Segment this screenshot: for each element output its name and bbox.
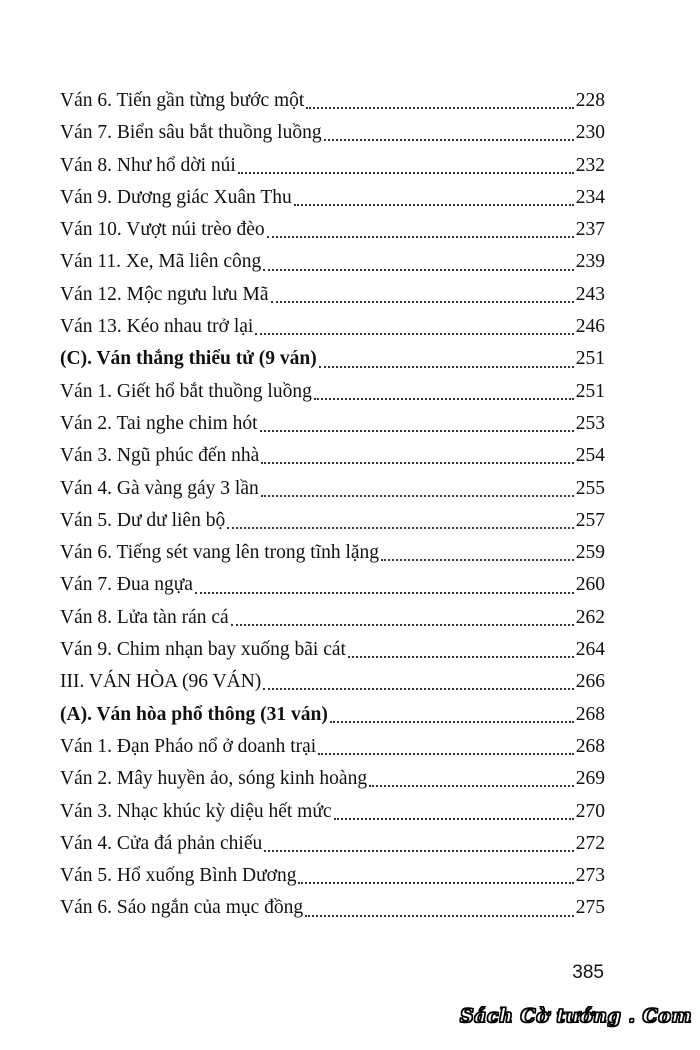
toc-entry-page: 253 [575,412,605,434]
toc-entry-title: Ván 9. Dương giác Xuân Thu [60,186,292,208]
toc-entry [60,731,605,763]
toc-entry [60,311,605,343]
toc-entry-title: Ván 12. Mộc ngưu lưu Mã [60,283,269,305]
toc-entry [60,860,605,892]
toc-entry-title: Ván 8. Như hổ dời núi [60,154,236,176]
toc-entry-page: 239 [575,251,605,273]
dot-leader [348,656,574,658]
toc-entry-title: (A). Ván hòa phổ thông (31 ván) [60,703,328,725]
dot-leader [231,624,574,626]
dot-leader [227,527,574,529]
toc-entry-title: Ván 6. Tiếng sét vang lên trong tĩnh lặng [60,542,380,564]
toc-entry-page: 272 [575,832,605,854]
toc-entry-title: Ván 1. Giết hổ bắt thuồng luồng [60,380,312,402]
toc-entry [60,828,605,860]
dot-leader [255,333,573,335]
dot-leader [261,495,574,497]
toc-entry-title: Ván 7. Đua ngựa [60,574,193,596]
toc-entry-page: 273 [575,865,605,887]
toc-entry-title: Ván 1. Đạn Pháo nổ ở doanh trại [60,735,317,757]
toc-entry-title: Ván 6. Sáo ngắn của mục đồng [60,897,304,919]
toc-entry-title: Ván 2. Tai nghe chim hót [60,412,258,434]
toc-entry-page: 251 [575,348,605,370]
toc-entry-title: Ván 3. Nhạc khúc kỳ diệu hết mức [60,800,332,822]
toc-entry-page: 234 [575,186,605,208]
dot-leader [294,204,574,206]
toc-entry [60,343,605,375]
dot-leader [264,850,573,852]
toc-entry [60,892,605,924]
toc-entry-page: 251 [575,380,605,402]
dot-leader [314,398,574,400]
toc-entry-page: 266 [575,671,605,693]
toc-entry [60,117,605,149]
dot-leader [319,366,574,368]
dot-leader [261,462,573,464]
toc-entry-title: Ván 10. Vượt núi trèo đèo [60,219,265,241]
toc-entry [60,505,605,537]
toc-entry-title: Ván 5. Hổ xuống Bình Dương [60,865,297,887]
toc-entry-page: 269 [575,768,605,790]
dot-leader [334,818,574,820]
toc-entry [60,473,605,505]
toc-entry-page: 275 [575,897,605,919]
dot-leader [195,592,574,594]
toc-entry [60,376,605,408]
toc-entry [60,699,605,731]
toc-entry-title: Ván 5. Dư dư liên bộ [60,509,226,531]
toc-entry-page: 255 [575,477,605,499]
toc-entry [60,666,605,698]
toc-entry [60,408,605,440]
toc-entry-page: 228 [575,90,605,111]
toc-entry [60,634,605,666]
page-number: 385 [572,962,604,983]
toc-entry-page: 268 [575,735,605,757]
dot-leader [305,915,574,917]
toc-entry [60,150,605,182]
toc-entry-page: 264 [575,639,605,661]
toc-entry [60,279,605,311]
toc-entry-page: 243 [575,283,605,305]
toc-entry [60,569,605,601]
dot-leader [318,753,574,755]
toc-entry-title: Ván 7. Biển sâu bắt thuồng luồng [60,122,322,144]
toc-entry-title: (C). Ván thắng thiểu tử (9 ván) [60,348,317,370]
toc-entry [60,763,605,795]
dot-leader [267,236,574,238]
toc-entry [60,602,605,634]
toc-entry [60,796,605,828]
table-of-contents [60,85,605,925]
toc-entry-page: 268 [575,703,605,725]
dot-leader [263,269,573,271]
toc-entry-page: 230 [575,122,605,144]
toc-entry-page: 259 [575,542,605,564]
toc-entry-page: 270 [575,800,605,822]
toc-entry-title: Ván 2. Mây huyền ảo, sóng kinh hoàng [60,768,368,790]
toc-entry [60,537,605,569]
toc-entry [60,85,605,117]
toc-entry-page: 262 [575,606,605,628]
toc-entry-title: Ván 4. Cửa đá phản chiếu [60,832,263,854]
dot-leader [260,430,574,432]
toc-entry-title: III. VÁN HÒA (96 VÁN) [60,671,262,693]
dot-leader [324,139,574,141]
toc-entry-page: 232 [575,154,605,176]
dot-leader [263,688,573,690]
toc-entry [60,440,605,472]
toc-entry-page: 260 [575,574,605,596]
dot-leader [369,785,574,787]
toc-entry-title: Ván 9. Chim nhạn bay xuống bãi cát [60,639,346,661]
toc-entry-page: 257 [575,509,605,531]
toc-entry-title: Ván 6. Tiến gần từng bước một [60,90,305,111]
dot-leader [306,107,573,109]
toc-entry [60,182,605,214]
dot-leader [381,559,574,561]
dot-leader [238,172,574,174]
dot-leader [330,721,574,723]
toc-entry-title: Ván 8. Lửa tàn rán cá [60,606,229,628]
toc-entry-page: 254 [575,445,605,467]
toc-entry-title: Ván 13. Kéo nhau trở lại [60,316,254,338]
dot-leader [271,301,574,303]
toc-entry [60,214,605,246]
site-watermark: Sách Cờ tướng . Com [459,1005,692,1027]
toc-entry [60,246,605,278]
toc-entry-title: Ván 4. Gà vàng gáy 3 lần [60,477,259,499]
toc-entry-page: 237 [575,219,605,241]
dot-leader [298,882,573,884]
toc-entry-title: Ván 3. Ngũ phúc đến nhà [60,445,260,467]
toc-entry-title: Ván 11. Xe, Mã liên công [60,251,262,273]
toc-entry-page: 246 [575,316,605,338]
